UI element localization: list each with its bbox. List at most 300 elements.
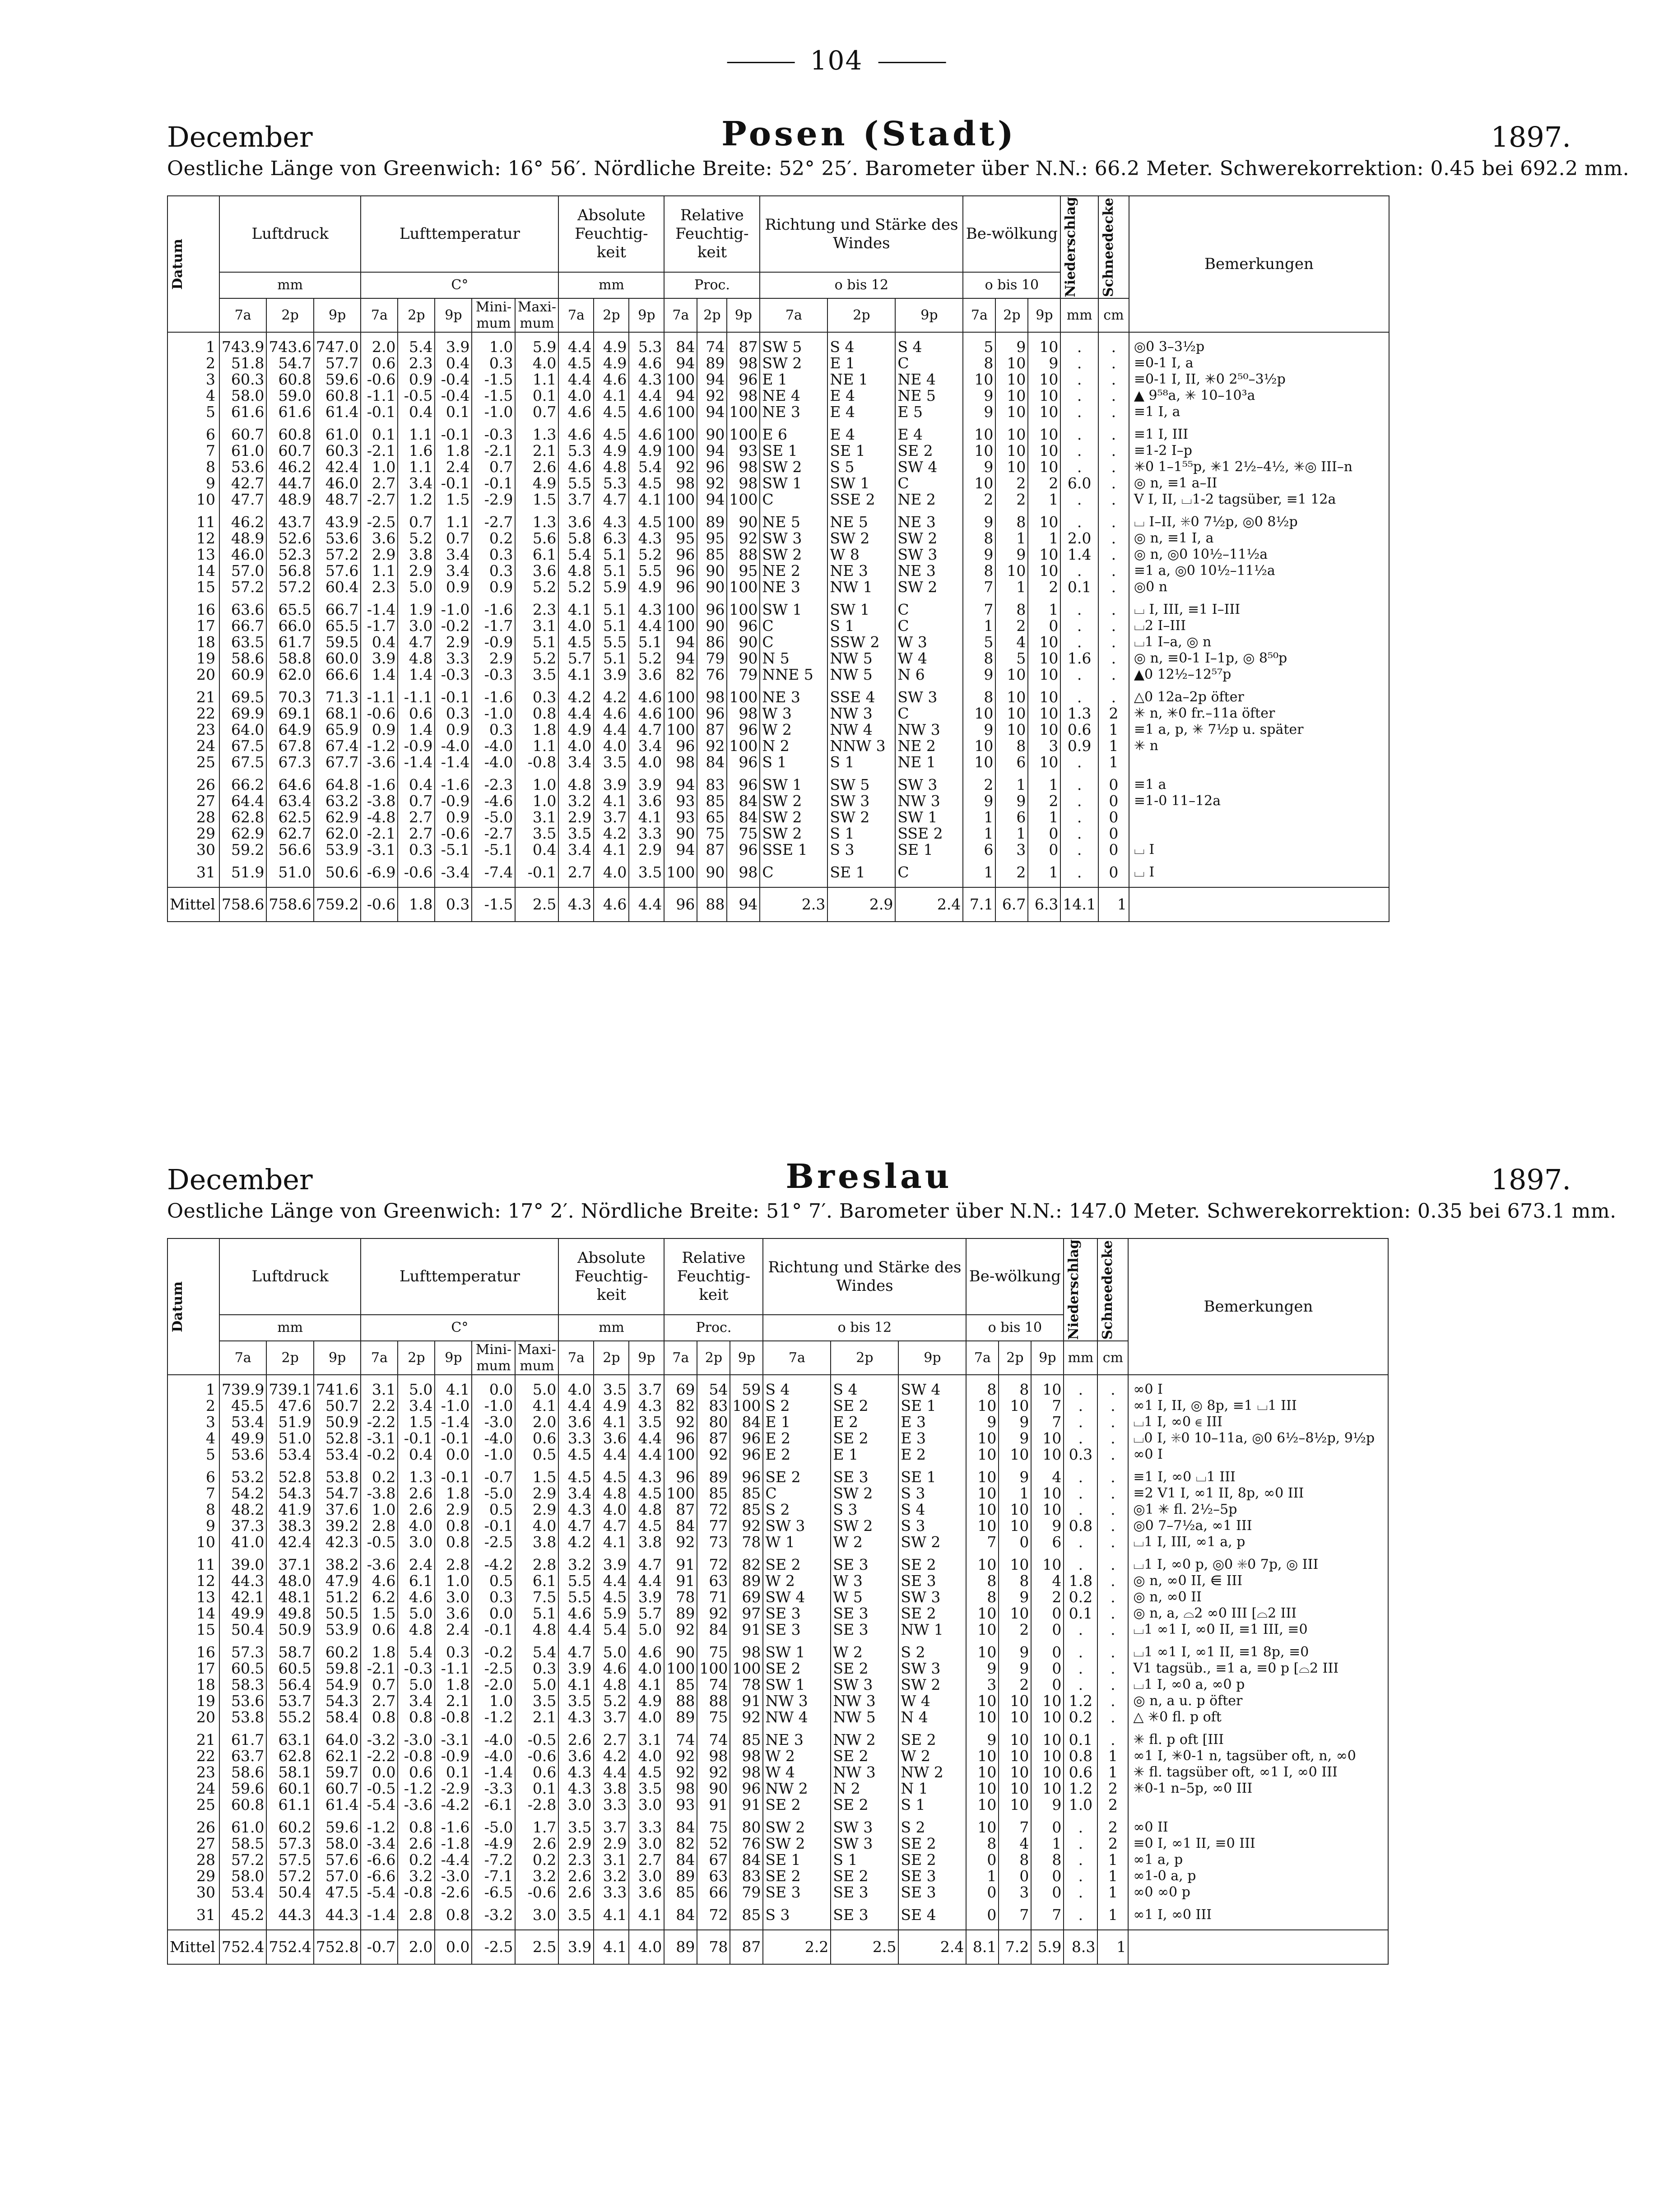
value-cell: 96 xyxy=(664,1463,697,1485)
value-cell: 3.6 xyxy=(629,793,664,809)
value-cell: 10 xyxy=(1028,754,1060,770)
value-cell: 0.1 xyxy=(1064,1605,1097,1622)
value-cell: 6 xyxy=(995,754,1028,770)
value-cell: 1.4 xyxy=(398,722,435,738)
value-cell: 2 xyxy=(1097,1797,1128,1813)
value-cell: 85 xyxy=(730,1901,763,1930)
value-cell: 10 xyxy=(995,722,1028,738)
table-row xyxy=(167,1518,1388,1534)
value-cell: 3.5 xyxy=(629,1781,664,1797)
value-cell: 3.6 xyxy=(558,1414,594,1430)
value-cell: -2.7 xyxy=(361,492,398,508)
value-cell: 4.9 xyxy=(629,443,664,459)
data-table xyxy=(167,195,1390,922)
value-cell: -1.2 xyxy=(361,1813,398,1836)
value-cell: 2.9 xyxy=(558,809,594,825)
value-cell: 1.3 xyxy=(515,420,558,443)
value-cell: NE 3 xyxy=(760,404,827,420)
value-cell: . xyxy=(1098,355,1129,371)
value-cell: -0.6 xyxy=(515,1748,558,1764)
value-cell: 2.9 xyxy=(594,1836,629,1852)
value-cell: 3.5 xyxy=(515,667,558,683)
table-row xyxy=(167,667,1389,683)
table-row xyxy=(167,1622,1388,1638)
mean-cell: 2.5 xyxy=(831,1930,898,1964)
value-cell: 67.4 xyxy=(314,738,361,754)
value-cell: . xyxy=(1097,1485,1128,1502)
value-cell: 58.4 xyxy=(314,1709,361,1725)
value-cell: 65 xyxy=(697,809,727,825)
value-cell: 60.2 xyxy=(266,1813,313,1836)
value-cell: 100 xyxy=(727,492,760,508)
value-cell: 1 xyxy=(995,530,1028,547)
value-cell: 91 xyxy=(730,1797,763,1813)
value-cell: 4.6 xyxy=(558,1605,594,1622)
day-cell: 30 xyxy=(167,842,219,858)
value-cell: 100 xyxy=(727,420,760,443)
value-cell: 5.1 xyxy=(594,595,629,618)
value-cell: S 2 xyxy=(763,1502,831,1518)
remark-cell: ◎ n, ∞0 II, ⋹ III xyxy=(1128,1573,1388,1589)
value-cell: NW 2 xyxy=(763,1781,831,1797)
value-cell: SW 3 xyxy=(763,1518,831,1534)
value-cell: C xyxy=(895,705,963,722)
value-cell: 10 xyxy=(1031,1485,1064,1502)
day-cell: 20 xyxy=(167,667,219,683)
value-cell: 46.2 xyxy=(219,508,266,530)
value-cell: 60.9 xyxy=(219,667,266,683)
value-cell: 78 xyxy=(730,1534,763,1550)
value-cell: 67 xyxy=(697,1852,730,1868)
mean-cell: 2.5 xyxy=(515,1930,558,1964)
table-row xyxy=(167,530,1389,547)
value-cell: 4.1 xyxy=(594,842,629,858)
value-cell: N 6 xyxy=(895,667,963,683)
value-cell: 0.3 xyxy=(472,722,515,738)
value-cell: 38.2 xyxy=(314,1550,361,1573)
value-cell: 1 xyxy=(1097,1852,1128,1868)
value-cell: 4.7 xyxy=(629,722,664,738)
table-row xyxy=(167,1573,1388,1589)
value-cell: 9 xyxy=(1031,1797,1064,1813)
value-cell: 90 xyxy=(697,579,727,595)
value-cell: 94 xyxy=(697,443,727,459)
value-cell: 8 xyxy=(963,650,995,667)
value-cell: 3.5 xyxy=(558,1901,594,1930)
value-cell: 1.8 xyxy=(435,443,472,459)
value-cell: 54.7 xyxy=(314,1485,361,1502)
value-cell: 52.8 xyxy=(266,1463,313,1485)
value-cell: SE 1 xyxy=(827,443,895,459)
value-cell: -6.9 xyxy=(361,858,398,887)
col-group-lufttemperatur: Lufttemperatur xyxy=(361,1238,558,1315)
value-cell: -1.2 xyxy=(361,738,398,754)
value-cell: 1 xyxy=(1028,809,1060,825)
value-cell: 741.6 xyxy=(314,1375,361,1398)
value-cell: 0.4 xyxy=(361,634,398,650)
value-cell: 4.0 xyxy=(629,1709,664,1725)
value-cell: 10 xyxy=(966,1398,999,1414)
value-cell: -2.1 xyxy=(361,1660,398,1677)
value-cell: 47.5 xyxy=(314,1884,361,1901)
value-cell: 1.8 xyxy=(435,1677,472,1693)
subheader-t2: 2p xyxy=(594,1341,629,1375)
value-cell: 59.6 xyxy=(314,371,361,388)
value-cell: SE 3 xyxy=(831,1605,898,1622)
value-cell: . xyxy=(1060,842,1098,858)
unit-bew_unit: o bis 10 xyxy=(966,1315,1064,1341)
value-cell: 10 xyxy=(966,1447,999,1463)
value-cell: 92 xyxy=(697,1605,730,1622)
value-cell: -2.0 xyxy=(472,1677,515,1693)
value-cell: 93 xyxy=(664,1797,697,1813)
value-cell: -3.8 xyxy=(361,1485,398,1502)
value-cell: 98 xyxy=(697,1748,730,1764)
value-cell: 51.2 xyxy=(314,1589,361,1605)
value-cell: 84 xyxy=(664,1852,697,1868)
value-cell: 69.1 xyxy=(266,705,313,722)
day-cell: 17 xyxy=(167,618,219,634)
value-cell: NW 5 xyxy=(831,1709,898,1725)
value-cell: 1 xyxy=(1098,722,1129,738)
value-cell: 58.7 xyxy=(266,1638,313,1660)
value-cell: 4.3 xyxy=(629,371,664,388)
value-cell: -0.1 xyxy=(472,1518,515,1534)
value-cell: 82 xyxy=(664,667,697,683)
value-cell: NW 3 xyxy=(895,722,963,738)
remark-cell: ∞0 I xyxy=(1128,1447,1388,1463)
remark-cell: V1 tagsüb., ≡1 a, ≡0 p [⌓2 III xyxy=(1128,1660,1388,1677)
table-row xyxy=(167,355,1389,371)
value-cell: 5.0 xyxy=(398,1677,435,1693)
value-cell: -0.4 xyxy=(435,371,472,388)
value-cell: . xyxy=(1097,1605,1128,1622)
value-cell: 4.4 xyxy=(629,618,664,634)
col-group-bewoelkung: Be-wölkung xyxy=(963,196,1060,272)
value-cell: 4.1 xyxy=(558,595,594,618)
value-cell: 1 xyxy=(1097,1748,1128,1764)
value-cell: 0 xyxy=(1098,793,1129,809)
value-cell: 0.0 xyxy=(361,1764,398,1781)
station-name: Breslau xyxy=(785,1157,953,1196)
value-cell: -3.2 xyxy=(472,1901,515,1930)
value-cell: E 1 xyxy=(831,1447,898,1463)
day-cell: 10 xyxy=(167,1534,219,1550)
value-cell: 10 xyxy=(995,563,1028,579)
value-cell: 1.4 xyxy=(361,667,398,683)
value-cell: 4.8 xyxy=(594,1485,629,1502)
value-cell: 0.4 xyxy=(398,404,435,420)
value-cell: 53.7 xyxy=(266,1693,313,1709)
value-cell: 50.9 xyxy=(266,1622,313,1638)
value-cell: 96 xyxy=(730,1463,763,1485)
subheader-t7: 7a xyxy=(558,298,594,332)
value-cell: 4.0 xyxy=(594,858,629,887)
col-schneedecke xyxy=(1098,196,1129,298)
value-cell: 0.7 xyxy=(515,404,558,420)
remark-cell: ⌴ I xyxy=(1129,842,1389,858)
value-cell: 64.9 xyxy=(266,722,313,738)
value-cell: 10 xyxy=(999,1725,1031,1748)
value-cell: 62.5 xyxy=(266,809,313,825)
value-cell: 4.6 xyxy=(594,705,629,722)
table-row xyxy=(167,459,1389,475)
value-cell: 2 xyxy=(963,770,995,793)
value-cell: 10 xyxy=(966,1485,999,1502)
value-cell: 2 xyxy=(1031,1589,1064,1605)
table-row xyxy=(167,1638,1388,1660)
value-cell: 96 xyxy=(664,1430,697,1447)
value-cell: 10 xyxy=(963,420,995,443)
remark-cell: ≡1-0 11–12a xyxy=(1129,793,1389,809)
value-cell: SW 2 xyxy=(763,1836,831,1852)
value-cell: 4.3 xyxy=(558,1709,594,1725)
value-cell: 57.2 xyxy=(266,1868,313,1884)
remark-cell: ⌴0 I, ✳0 10–11a, ◎0 6½–8½p, 9½p xyxy=(1128,1430,1388,1447)
value-cell: E 4 xyxy=(827,420,895,443)
value-cell: 94 xyxy=(664,650,697,667)
value-cell: -5.0 xyxy=(472,1485,515,1502)
value-cell: 10 xyxy=(963,443,995,459)
value-cell: 6.3 xyxy=(594,530,629,547)
value-cell: 0 xyxy=(1031,1622,1064,1638)
value-cell: 8 xyxy=(966,1589,999,1605)
day-cell: 2 xyxy=(167,1398,219,1414)
mean-row xyxy=(167,887,1389,922)
value-cell: 4.1 xyxy=(594,1901,629,1930)
value-cell: 8 xyxy=(999,1573,1031,1589)
value-cell: 63.5 xyxy=(219,634,266,650)
value-cell: 5.4 xyxy=(515,1638,558,1660)
value-cell: SW 2 xyxy=(760,355,827,371)
value-cell: 6 xyxy=(1031,1534,1064,1550)
value-cell: 1 xyxy=(1097,1884,1128,1901)
value-cell: SSE 4 xyxy=(827,683,895,705)
value-cell: 1.6 xyxy=(398,443,435,459)
remark-cell: ∞1-0 a, p xyxy=(1128,1868,1388,1884)
value-cell: 100 xyxy=(664,722,697,738)
value-cell: -0.3 xyxy=(398,1660,435,1677)
value-cell: NW 3 xyxy=(831,1693,898,1709)
value-cell: 2 xyxy=(1028,579,1060,595)
value-cell: -1.6 xyxy=(435,1813,472,1836)
value-cell: 66.0 xyxy=(266,618,313,634)
value-cell: -6.5 xyxy=(472,1884,515,1901)
mean-cell: 752.4 xyxy=(219,1930,266,1964)
value-cell: W 5 xyxy=(831,1589,898,1605)
value-cell: 1 xyxy=(999,1485,1031,1502)
value-cell: 79 xyxy=(697,650,727,667)
schneedecke-label: Schneedecke xyxy=(1100,197,1116,297)
value-cell: 4.3 xyxy=(629,1463,664,1485)
value-cell: SW 5 xyxy=(827,770,895,793)
value-cell: 85 xyxy=(664,1677,697,1693)
value-cell: 4.0 xyxy=(629,1748,664,1764)
value-cell: 90 xyxy=(664,825,697,842)
day-cell: 6 xyxy=(167,1463,219,1485)
value-cell: 2.3 xyxy=(558,1852,594,1868)
remark-cell: ⌴1 ∞1 I, ∞0 II, ≡1 III, ≡0 xyxy=(1128,1622,1388,1638)
value-cell: -5.1 xyxy=(435,842,472,858)
value-cell: 96 xyxy=(664,547,697,563)
subheader-t7: 7a xyxy=(558,1341,594,1375)
table-row xyxy=(167,443,1389,459)
value-cell: 0.6 xyxy=(361,1622,398,1638)
value-cell: 4.9 xyxy=(594,332,629,355)
day-cell: 23 xyxy=(167,1764,219,1781)
value-cell: 743.9 xyxy=(219,332,266,355)
value-cell: 58.6 xyxy=(219,1764,266,1781)
value-cell: 10 xyxy=(1028,547,1060,563)
subheader-t9: 9p xyxy=(629,298,664,332)
value-cell: 10 xyxy=(1028,683,1060,705)
value-cell: 3.9 xyxy=(558,1660,594,1677)
value-cell: 92 xyxy=(697,1764,730,1781)
value-cell: C xyxy=(763,1485,831,1502)
table-row xyxy=(167,1709,1388,1725)
value-cell: 3.2 xyxy=(558,1550,594,1573)
value-cell: 10 xyxy=(1028,420,1060,443)
value-cell: 2.9 xyxy=(558,1836,594,1852)
value-cell: W 2 xyxy=(898,1748,966,1764)
value-cell: . xyxy=(1064,1884,1097,1901)
unit-wind_unit: o bis 12 xyxy=(763,1315,966,1341)
value-cell: 8 xyxy=(966,1836,999,1852)
value-cell: -0.1 xyxy=(472,1622,515,1638)
table-row xyxy=(167,738,1389,754)
value-cell: 63.2 xyxy=(314,793,361,809)
value-cell: 5.2 xyxy=(629,547,664,563)
subheader-t7: 7a xyxy=(664,1341,697,1375)
value-cell: 67.7 xyxy=(314,754,361,770)
unit-lufttemperatur_unit: C° xyxy=(361,1315,558,1341)
value-cell: 5.7 xyxy=(629,1605,664,1622)
value-cell: 58.0 xyxy=(219,1868,266,1884)
day-cell: 15 xyxy=(167,1622,219,1638)
remark-cell: V I, II, ⌴1-2 tagsüber, ≡1 12a xyxy=(1129,492,1389,508)
value-cell: 0 xyxy=(966,1852,999,1868)
value-cell: SE 2 xyxy=(831,1660,898,1677)
value-cell: SSE 2 xyxy=(827,492,895,508)
value-cell: NW 5 xyxy=(827,650,895,667)
value-cell: NE 2 xyxy=(760,563,827,579)
day-cell: 2 xyxy=(167,355,219,371)
value-cell: 3.9 xyxy=(594,1550,629,1573)
value-cell: 6.1 xyxy=(398,1573,435,1589)
value-cell: 2 xyxy=(999,1622,1031,1638)
value-cell: 53.8 xyxy=(219,1709,266,1725)
value-cell: -0.5 xyxy=(361,1781,398,1797)
value-cell: 4.7 xyxy=(558,1518,594,1534)
value-cell: SE 3 xyxy=(898,1884,966,1901)
value-cell: 54 xyxy=(697,1375,730,1398)
remark-cell: ◎ n, ≡1 a–II xyxy=(1129,475,1389,492)
station-meta: Oestliche Länge von Greenwich: 16° 56′. Nördliche Breite: 52° 25′. Barometer über N.N.: 66.2 Meter. Schwerekorrektion: 0.45 bei 692.2 mm. xyxy=(167,157,1630,180)
value-cell: 10 xyxy=(1028,371,1060,388)
mean-cell: -0.6 xyxy=(361,887,398,922)
value-cell: 5.1 xyxy=(594,547,629,563)
value-cell: SE 2 xyxy=(763,1463,831,1485)
value-cell: 10 xyxy=(1031,1550,1064,1573)
remark-cell: ≡1 a, ◎0 10½–11½a xyxy=(1129,563,1389,579)
col-group-lufttemperatur: Lufttemperatur xyxy=(361,196,558,272)
table-row xyxy=(167,1813,1388,1836)
remark-cell: ✳ n, ✳0 fr.–11a öfter xyxy=(1129,705,1389,722)
value-cell: 1 xyxy=(1028,770,1060,793)
value-cell: 53.8 xyxy=(314,1463,361,1485)
value-cell: SW 2 xyxy=(760,809,827,825)
value-cell: 4.1 xyxy=(629,492,664,508)
value-cell: 0 xyxy=(999,1534,1031,1550)
value-cell: 4.5 xyxy=(558,1447,594,1463)
value-cell: -5.0 xyxy=(472,809,515,825)
value-cell: -1.5 xyxy=(472,388,515,404)
value-cell: 4.8 xyxy=(558,563,594,579)
remark-cell: ⌴ I xyxy=(1129,858,1389,887)
value-cell: 53.4 xyxy=(266,1447,313,1463)
value-cell: 3.4 xyxy=(558,754,594,770)
value-cell: 2.0 xyxy=(361,332,398,355)
mean-cell: 759.2 xyxy=(314,887,361,922)
mean-cell: 4.4 xyxy=(629,887,664,922)
value-cell: 64.0 xyxy=(314,1725,361,1748)
value-cell: 4.7 xyxy=(594,492,629,508)
value-cell: -4.0 xyxy=(435,738,472,754)
value-cell: 0.4 xyxy=(398,770,435,793)
value-cell: 5.2 xyxy=(558,579,594,595)
value-cell: 96 xyxy=(730,1781,763,1797)
value-cell: -0.9 xyxy=(398,738,435,754)
value-cell: 10 xyxy=(1031,1781,1064,1797)
value-cell: 5.1 xyxy=(515,1605,558,1622)
value-cell: 3.5 xyxy=(558,1813,594,1836)
value-cell: NE 5 xyxy=(895,388,963,404)
value-cell: 6.1 xyxy=(515,1573,558,1589)
table-row xyxy=(167,754,1389,770)
value-cell: 86 xyxy=(697,634,727,650)
value-cell: 5.0 xyxy=(594,1638,629,1660)
value-cell: SE 2 xyxy=(898,1605,966,1622)
value-cell: 0.7 xyxy=(398,793,435,809)
value-cell: 10 xyxy=(963,754,995,770)
value-cell: 0 xyxy=(1098,858,1129,887)
value-cell: SW 1 xyxy=(763,1677,831,1693)
value-cell: 37.3 xyxy=(219,1518,266,1534)
value-cell: 4.5 xyxy=(558,355,594,371)
value-cell: 38.3 xyxy=(266,1518,313,1534)
table-row xyxy=(167,1901,1388,1930)
value-cell: SW 4 xyxy=(895,459,963,475)
value-cell: 90 xyxy=(727,634,760,650)
unit-rel_unit: Proc. xyxy=(664,1315,763,1341)
value-cell: 5.0 xyxy=(398,1375,435,1398)
value-cell: 1.6 xyxy=(1060,650,1098,667)
value-cell: 96 xyxy=(697,459,727,475)
value-cell: 8 xyxy=(966,1375,999,1398)
value-cell: SE 2 xyxy=(831,1868,898,1884)
table-row xyxy=(167,1660,1388,1677)
value-cell: SE 2 xyxy=(898,1836,966,1852)
value-cell: SW 2 xyxy=(895,579,963,595)
value-cell: 4.0 xyxy=(558,738,594,754)
value-cell: N 2 xyxy=(760,738,827,754)
subheader-t2: 2p xyxy=(999,1341,1031,1375)
value-cell: 2.7 xyxy=(398,809,435,825)
value-cell: 59.6 xyxy=(314,1813,361,1836)
unit-niederschlag: mm xyxy=(1064,1341,1097,1375)
value-cell: 84 xyxy=(697,754,727,770)
value-cell: -0.9 xyxy=(435,793,472,809)
